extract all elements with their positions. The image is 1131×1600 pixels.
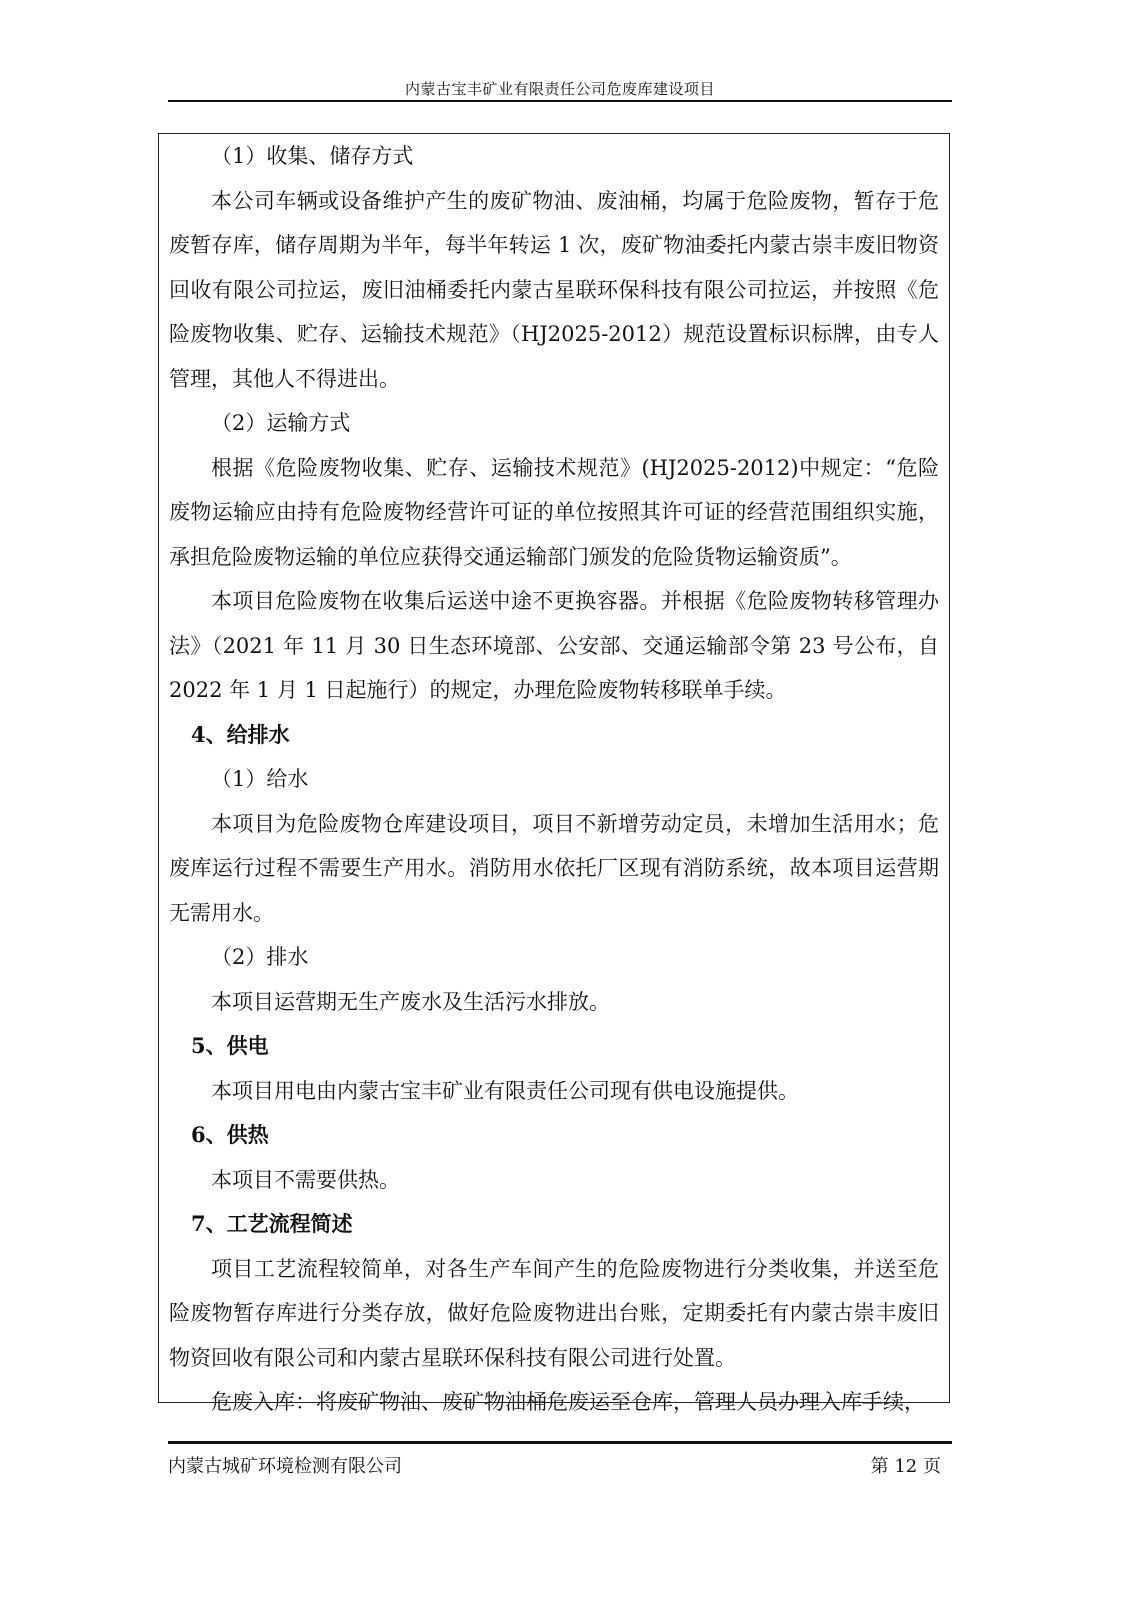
page-number-value: 12 (894, 1456, 918, 1477)
section-heading-water: 4、给排水 (191, 721, 290, 747)
page-header-title: 内蒙古宝丰矿业有限责任公司危废库建设项目 (404, 80, 715, 98)
subsection-drainage: （2）排水 (211, 945, 309, 969)
page-suffix: 页 (923, 1456, 941, 1477)
section-heading-power: 5、供电 (191, 1033, 269, 1058)
paragraph-drainage: 本项目运营期无生产废水及生活污水排放。 (211, 989, 610, 1014)
footer-company: 内蒙古城矿环境检测有限公司 (168, 1456, 402, 1477)
section-heading-process: 7、工艺流程简述 (191, 1211, 353, 1236)
paragraph-transport-regulation: 根据《危险废物收集、贮存、运输技术规范》(HJ2025-2012)中规定：“危险废物运输应由持有危险废物经营许可证的单位按照其许可证的经营范围组织实施，承担危险废物运输的单位应获得交通运输部门颁发的危险货物运输资质”。 (169, 455, 939, 569)
page-prefix: 第 (870, 1456, 889, 1477)
paragraph-transfer: 本项目危险废物在收集后运送中途不更换容器。并根据《危险废物转移管理办法》（2021 年 11 月 30 日生态环境部、公安部、交通运输部令第 23 号公布，自 2022 年 1 月 1 日起施行）的规定，办理危险废物转移联单手续。 (169, 589, 939, 702)
footer-divider (168, 1441, 952, 1444)
paragraph-heating: 本项目不需要供热。 (211, 1167, 400, 1192)
paragraph-process: 项目工艺流程较简单，对各生产车间产生的危险废物进行分类收集，并送至危险废物暂存库进行分类存放，做好危险废物进出台账，定期委托有内蒙古崇丰废旧物资回收有限公司和内蒙古星联环保科技有限公司进行处置。 (169, 1256, 939, 1370)
content-frame (158, 133, 950, 1414)
section-heading-heating: 6、供热 (191, 1122, 269, 1147)
subsection-water-supply: （1）给水 (211, 767, 309, 791)
document-body (169, 134, 939, 1425)
page-number (871, 1452, 941, 1478)
paragraph-storage: 本公司车辆或设备维护产生的废矿物油、废油桶，均属于危险废物，暂存于危废暂存库，储存周期为半年，每半年转运 1 次，废矿物油委托内蒙古崇丰废旧物资回收有限公司拉运，废旧油桶委托内蒙古星联环保科技有限公司拉运，并按照《危险废物收集、贮存、运输技术规范》（HJ2025-2012）规范设置标识标牌，由专人管理，其他人不得进出。 (169, 188, 939, 391)
header-divider (168, 100, 952, 102)
subsection-transport: （2）运输方式 (211, 411, 351, 435)
paragraph-water-supply: 本项目为危险废物仓库建设项目，项目不新增劳动定员，未增加生活用水；危废库运行过程不需要生产用水。消防用水依托厂区现有消防系统，故本项目运营期无需用水。 (169, 811, 939, 925)
paragraph-warehousing: 危废入库：将废矿物油、废矿物油桶危废运至仓库，管理人员办理入库手续， (211, 1390, 925, 1414)
subsection-collection-storage: （1）收集、储存方式 (211, 144, 414, 168)
paragraph-power: 本项目用电由内蒙古宝丰矿业有限责任公司现有供电设施提供。 (211, 1078, 799, 1103)
